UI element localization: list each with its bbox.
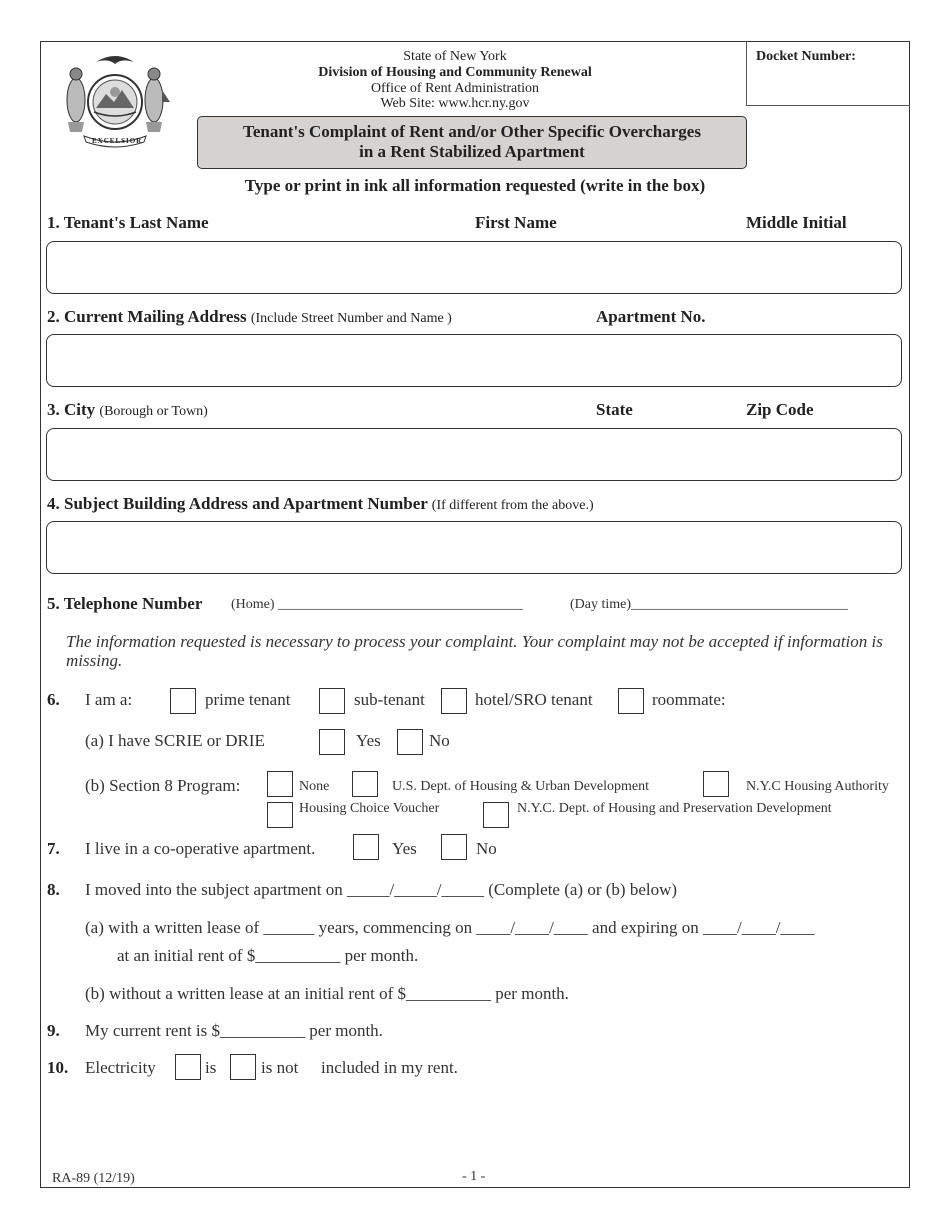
section8-hpd-checkbox[interactable]: [483, 802, 509, 828]
section8-nycha-label: N.Y.C Housing Authority: [746, 779, 889, 794]
section8-label: (b) Section 8 Program:: [85, 776, 241, 795]
q4-note: (If different from the above.): [431, 498, 594, 513]
q2-label-text: 2. Current Mailing Address: [47, 307, 247, 326]
form-title: [197, 116, 747, 169]
q3-label-text: 3. City: [47, 400, 96, 419]
section8-voucher-checkbox[interactable]: [267, 802, 293, 828]
hotel-sro-tenant-label: hotel/SRO tenant: [475, 690, 593, 709]
q1-middle-initial-label: Middle Initial: [746, 213, 847, 232]
q2-apartment-label: Apartment No.: [596, 307, 706, 326]
electricity-included-label: included in my rent.: [321, 1058, 458, 1077]
header-office: Office of Rent Administration: [370, 81, 540, 96]
coop-no-label: No: [476, 839, 497, 858]
header-state: State of New York: [403, 49, 507, 64]
roommate-checkbox[interactable]: [618, 688, 644, 714]
scrie-yes-label: Yes: [356, 731, 381, 750]
q7-number: 7.: [47, 839, 60, 858]
q6-number: 6.: [47, 690, 60, 709]
move-in-date-field[interactable]: I moved into the subject apartment on _____/_____/_____ (Complete (a) or (b) below): [85, 880, 678, 899]
electricity-isnot-checkbox[interactable]: [230, 1054, 256, 1080]
seal-motto: EXCELSIOR: [92, 137, 143, 145]
section8-voucher-label: Housing Choice Voucher: [299, 801, 440, 816]
scrie-no-checkbox[interactable]: [397, 729, 423, 755]
header-division: Division of Housing and Community Renewal: [318, 65, 592, 80]
coop-no-checkbox[interactable]: [441, 834, 467, 860]
prime-tenant-label: prime tenant: [205, 690, 291, 709]
current-rent-field[interactable]: My current rent is $__________ per month.: [85, 1021, 383, 1040]
state-seal-icon: [56, 50, 174, 150]
q8-number: 8.: [47, 880, 60, 899]
electricity-label: Electricity: [85, 1058, 156, 1077]
sub-tenant-checkbox[interactable]: [319, 688, 345, 714]
q7-label: I live in a co-operative apartment.: [85, 839, 316, 858]
q2-label: [47, 307, 452, 327]
form-title-line1: Tenant's Complaint of Rent and/or Other Specific Overcharges: [243, 122, 701, 141]
written-lease-field[interactable]: (a) with a written lease of ______ years, commencing on ____/____/____ and expiring on ____/____/____: [85, 918, 815, 937]
q3-note: (Borough or Town): [99, 404, 208, 419]
home-phone-field[interactable]: (Home) ___________________________________: [231, 597, 524, 612]
instruction: Type or print in ink all information requested (write in the box): [244, 176, 706, 195]
no-lease-rent-field[interactable]: (b) without a written lease at an initial rent of $__________ per month.: [85, 984, 569, 1003]
section8-hpd-label: N.Y.C. Dept. of Housing and Preservation Development: [517, 801, 832, 816]
tenant-name-field[interactable]: [46, 241, 902, 294]
day-phone-field[interactable]: (Day time)_______________________________: [570, 597, 849, 612]
section8-hud-checkbox[interactable]: [352, 771, 378, 797]
q4-label-text: 4. Subject Building Address and Apartment Number: [47, 494, 428, 513]
section8-hud-label: U.S. Dept. of Housing & Urban Development: [392, 779, 650, 794]
docket-number-label: Docket Number:: [756, 49, 856, 64]
notice-text: The information requested is necessary to process your complaint. Your complaint may not be accepted if information is missing.: [66, 632, 883, 670]
coop-yes-checkbox[interactable]: [353, 834, 379, 860]
q1-last-name-label: 1. Tenant's Last Name: [47, 213, 209, 232]
electricity-isnot-label: is not: [261, 1058, 299, 1077]
scrie-yes-checkbox[interactable]: [319, 729, 345, 755]
prime-tenant-checkbox[interactable]: [170, 688, 196, 714]
electricity-is-label: is: [205, 1058, 217, 1077]
hotel-sro-tenant-checkbox[interactable]: [441, 688, 467, 714]
q6-label: I am a:: [85, 690, 133, 709]
page-number: - 1 -: [462, 1169, 486, 1184]
header-website: Web Site: www.hcr.ny.gov: [380, 96, 530, 111]
section8-nycha-checkbox[interactable]: [703, 771, 729, 797]
form-id: RA-89 (12/19): [52, 1171, 135, 1186]
q3-zip-label: Zip Code: [746, 400, 814, 419]
scrie-no-label: No: [429, 731, 450, 750]
q2-note: (Include Street Number and Name ): [250, 311, 452, 326]
q10-number: 10.: [47, 1058, 69, 1077]
q4-label: [47, 494, 594, 514]
q3-state-label: State: [596, 400, 633, 419]
q5-label: 5. Telephone Number: [47, 594, 203, 613]
subject-building-field[interactable]: [46, 521, 902, 574]
city-field[interactable]: [46, 428, 902, 481]
coop-yes-label: Yes: [392, 839, 417, 858]
form-title-line2: in a Rent Stabilized Apartment: [359, 142, 585, 161]
scrie-drie-label: (a) I have SCRIE or DRIE: [85, 731, 265, 750]
q3-label: [47, 400, 208, 420]
section8-none-checkbox[interactable]: [267, 771, 293, 797]
roommate-label: roommate:: [652, 690, 726, 709]
electricity-is-checkbox[interactable]: [175, 1054, 201, 1080]
q9-number: 9.: [47, 1021, 60, 1040]
section8-none-label: None: [299, 779, 330, 794]
sub-tenant-label: sub-tenant: [354, 690, 425, 709]
initial-rent-field[interactable]: at an initial rent of $__________ per month.: [117, 946, 419, 965]
q1-first-name-label: First Name: [475, 213, 557, 232]
mailing-address-field[interactable]: [46, 334, 902, 387]
